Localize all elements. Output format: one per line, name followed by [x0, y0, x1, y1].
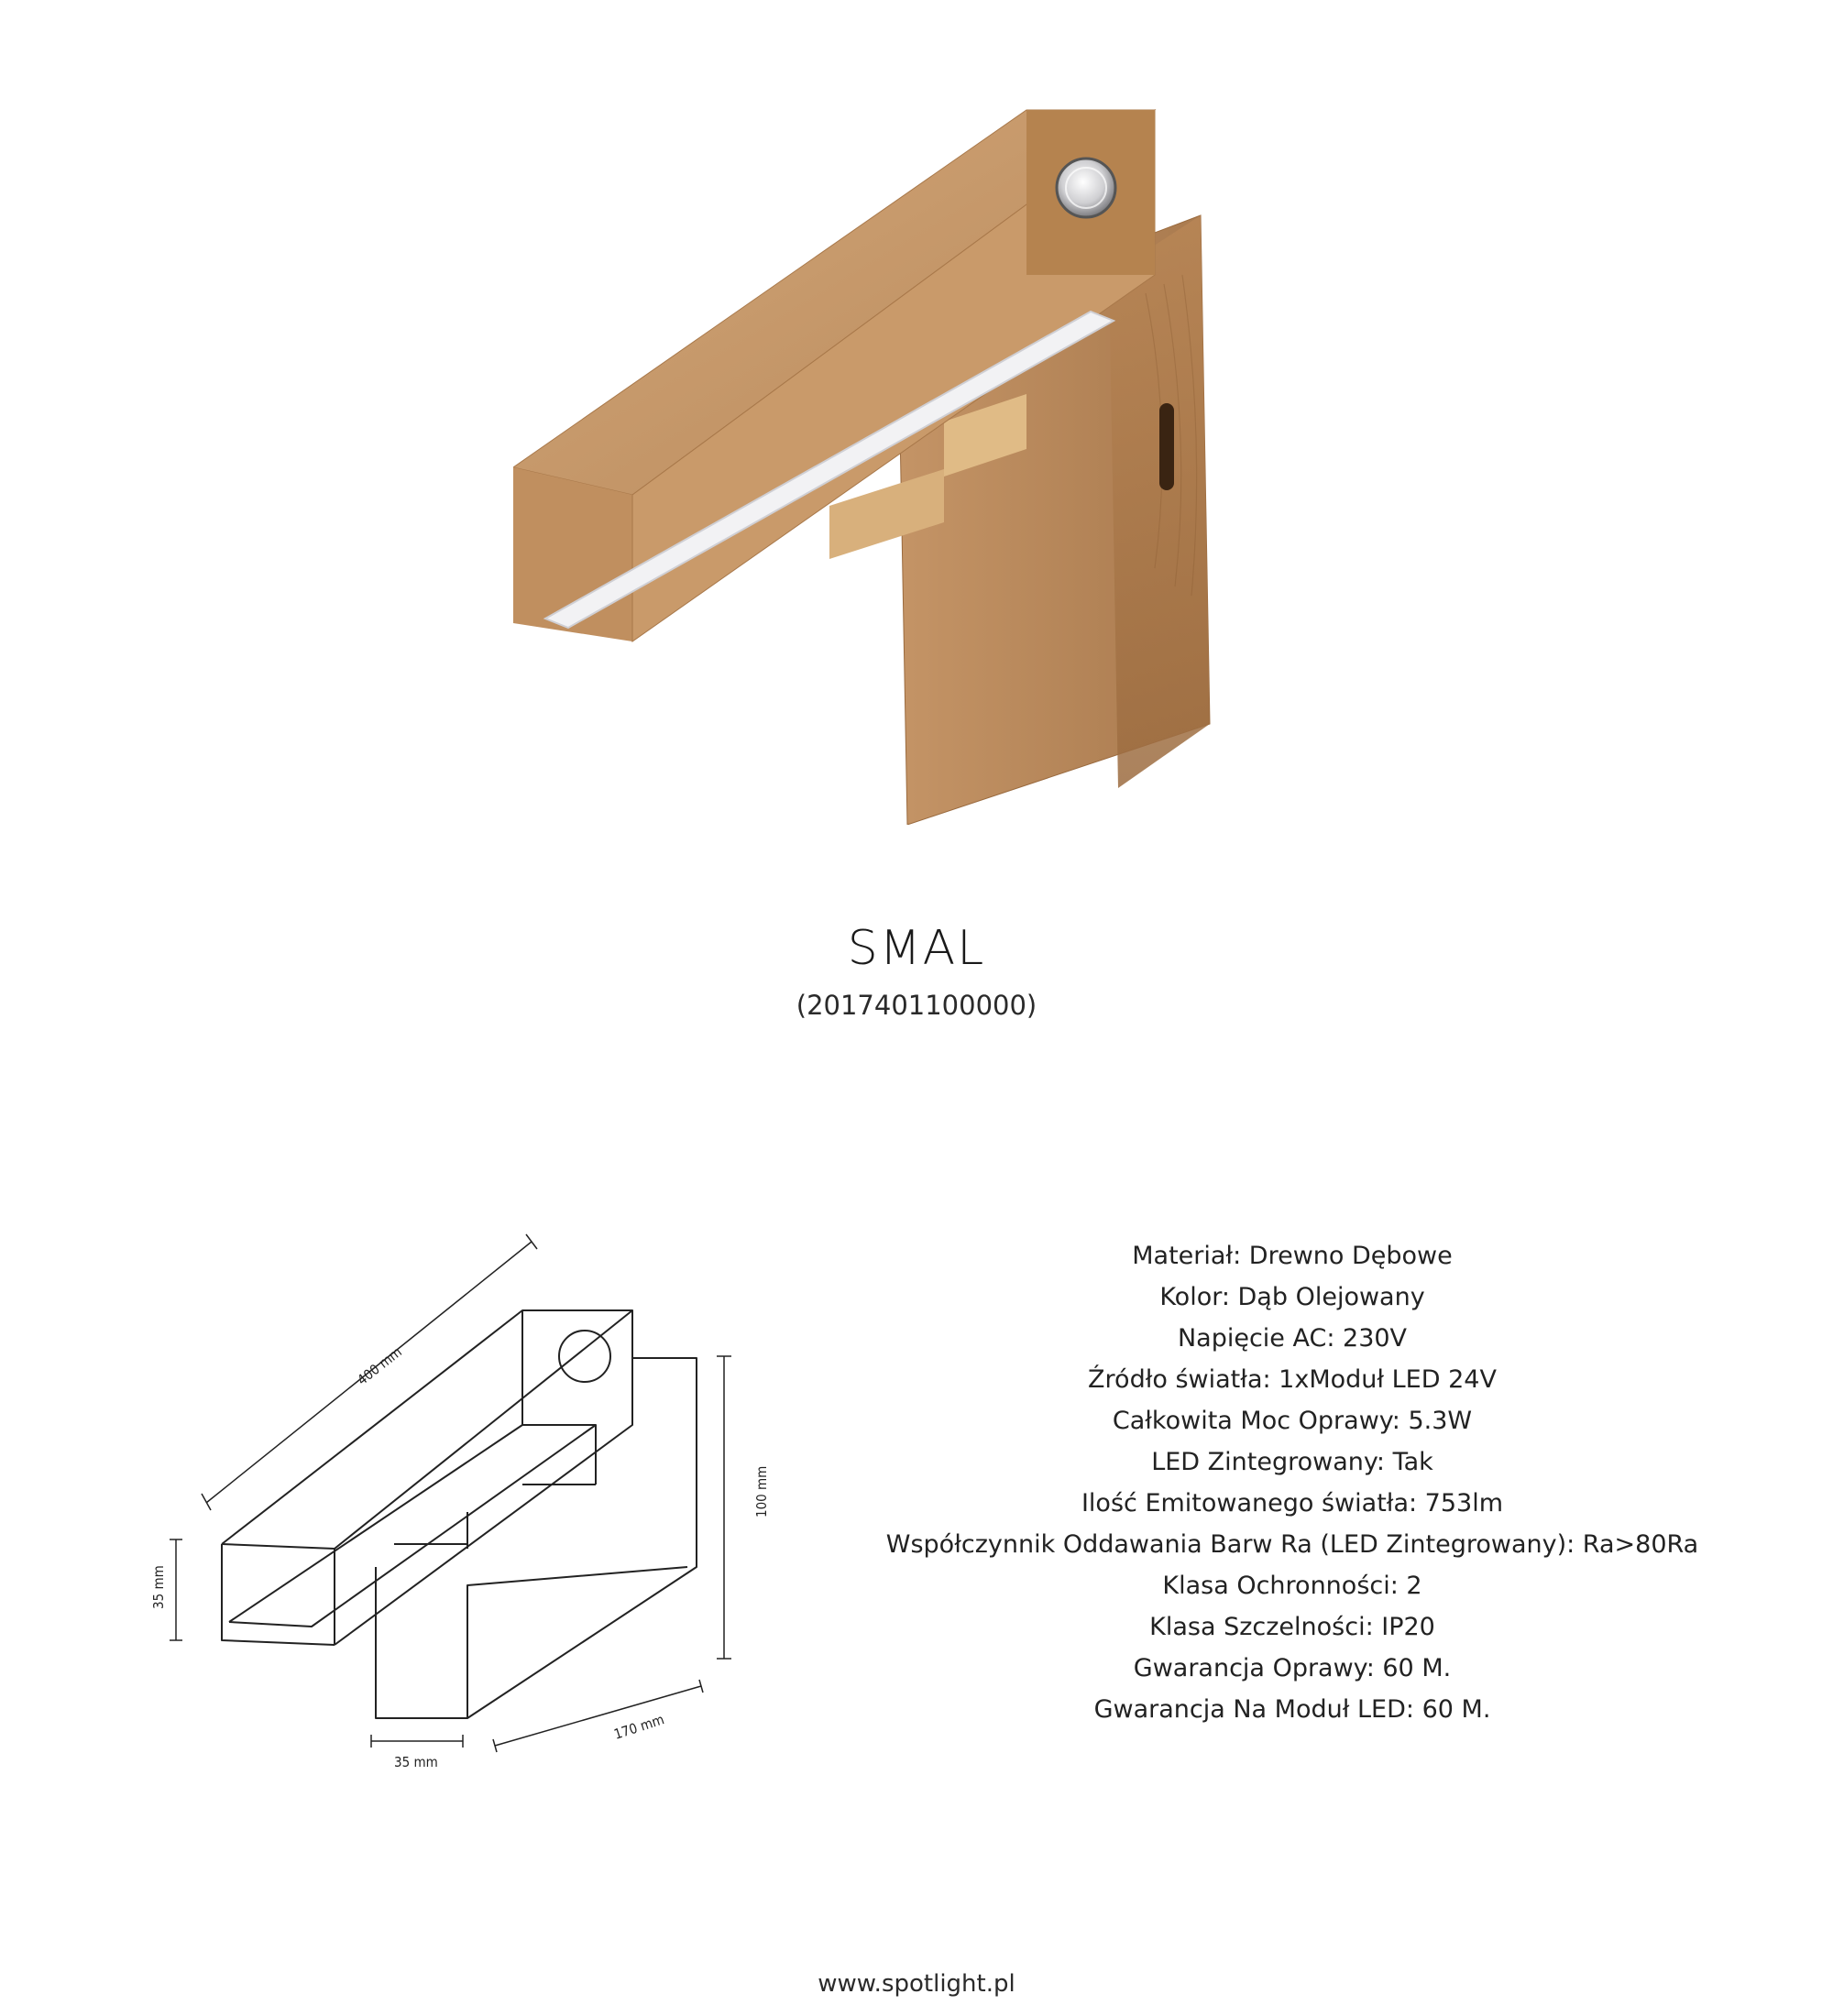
spec-fixture-warranty: Gwarancja Oprawy: 60 M. — [1133, 1654, 1452, 1682]
spec-color: Kolor: Dąb Olejowany — [1159, 1283, 1425, 1311]
spec-ip-rating: Klasa Szczelności: IP20 — [1149, 1613, 1435, 1641]
bar-height-label: 35 mm — [150, 1565, 167, 1609]
spec-list — [880, 1235, 1705, 1730]
spec-voltage: Napięcie AC: 230V — [1177, 1324, 1408, 1353]
spec-light-source: Źródło światła: 1xModuł LED 24V — [1088, 1365, 1497, 1394]
product-photo — [513, 92, 1338, 825]
length-label: 400 mm — [354, 1343, 405, 1389]
dimension-drawing — [137, 1219, 871, 1824]
spec-cri: Współczynnik Oddawania Barw Ra (LED Zintegrowany): Ra>80Ra — [885, 1530, 1699, 1559]
product-name: SMAL — [847, 921, 986, 976]
depth-label: 170 mm — [611, 1711, 666, 1743]
spec-luminous-flux: Ilość Emitowanego światła: 753lm — [1081, 1489, 1504, 1517]
spec-protection-class: Klasa Ochronności: 2 — [1162, 1572, 1422, 1600]
spec-power: Całkowita Moc Oprawy: 5.3W — [1112, 1407, 1473, 1435]
product-code: (2017401100000) — [796, 990, 1037, 1021]
width-label: 35 mm — [394, 1754, 438, 1770]
spec-led-warranty: Gwarancja Na Moduł LED: 60 M. — [1093, 1695, 1491, 1724]
height-label: 100 mm — [753, 1465, 770, 1517]
spec-integrated-led: LED Zintegrowany: Tak — [1151, 1448, 1433, 1476]
website-link[interactable]: www.spotlight.pl — [818, 1970, 1015, 1998]
spec-material: Materiał: Drewno Dębowe — [1132, 1242, 1453, 1270]
